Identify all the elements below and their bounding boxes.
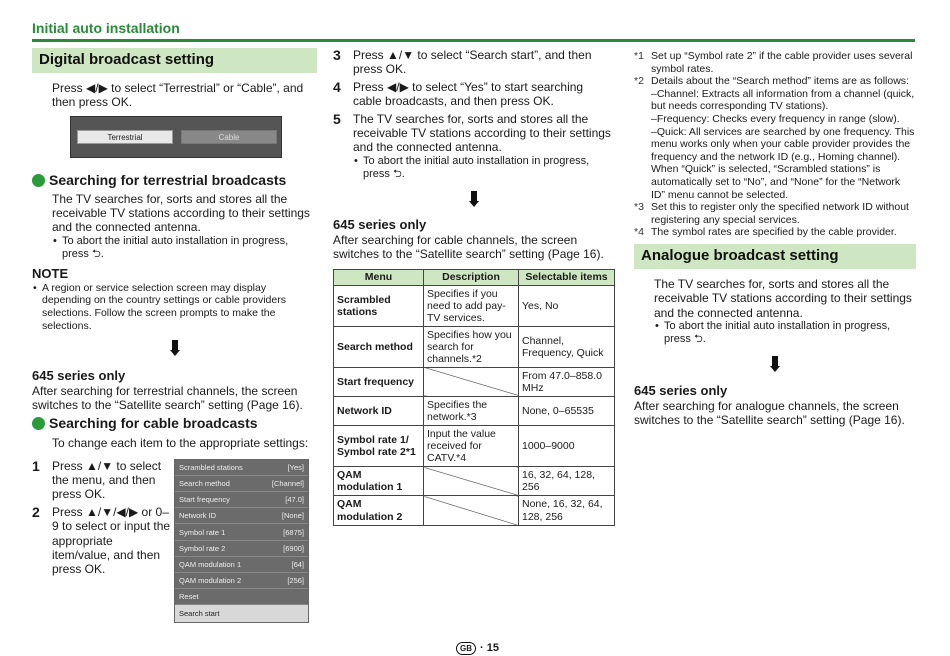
table-row — [334, 426, 615, 467]
page-footer — [456, 642, 499, 655]
table-row — [334, 285, 615, 326]
menu-row[interactable] — [175, 557, 308, 573]
note-bullet: • A region or service selection screen may display depending on the country settings or cable providers selections. Follow the screen prompts to make the selections. — [32, 282, 317, 332]
analogue-bullet: • To abort the initial auto installation in progress, press ⮌. — [634, 320, 916, 346]
step-2 — [32, 505, 172, 577]
step-5-bullet: • To abort the initial auto installation in progress, press ⮌. — [333, 155, 615, 181]
table-cell-menu: Scrambled stations — [334, 285, 424, 326]
digital-intro: Press ◀/▶ to select “Terrestrial” or “Cable”, and then press OK. — [52, 81, 304, 110]
menu-row[interactable] — [175, 524, 308, 540]
table-cell-description — [424, 496, 519, 525]
footnote-2 — [634, 75, 916, 201]
step-1 — [32, 459, 172, 502]
footnote-4 — [634, 226, 916, 239]
menu-row-value: [47.0] — [285, 495, 304, 505]
table-cell-menu: QAM modulation 1 — [334, 467, 424, 496]
page-header — [32, 20, 915, 42]
step-3 — [333, 48, 615, 77]
table-cell-description — [424, 467, 519, 496]
menu-row-label: Network ID — [179, 511, 217, 521]
section-title-digital: Digital broadcast setting — [32, 48, 317, 73]
step-5-text: The TV searches for, sorts and stores all the receivable TV stations according to their settings and the connected antenna. — [353, 111, 611, 155]
footnote-2-channel: –Channel: Extracts all information from a channel (quick, but needs corresponding TV stations). — [651, 87, 915, 113]
cable-option[interactable]: Cable — [181, 130, 277, 144]
step-2-number: 2 — [32, 503, 40, 520]
series-body-cable: After searching for cable channels, the screen switches to the “Satellite search” setting (Page 16). — [333, 232, 604, 262]
footnote-4-text: The symbol rates are specified by the cable provider. — [651, 226, 897, 239]
step-4-number: 4 — [333, 78, 341, 95]
menu-row-value: [Yes] — [287, 462, 304, 472]
terrestrial-option[interactable]: Terrestrial — [77, 130, 173, 144]
menu-row[interactable] — [175, 492, 308, 508]
table-header-menu: Menu — [334, 270, 424, 285]
down-arrow-icon — [170, 340, 180, 356]
menu-row[interactable] — [175, 541, 308, 557]
table-cell-menu: QAM modulation 2 — [334, 496, 424, 525]
footnote-2-quick: –Quick: All services are searched by one frequency. This menu works only when your cable provider provides the frequency and the network ID (e.g., Homing channel). When “Quick” is selected, “Scrambled stations” is automatically set to “No”, and “None” for the “Network ID” menu cannot be selected. — [651, 125, 915, 201]
cable-heading — [32, 415, 317, 432]
table-cell-items: None, 16, 32, 64, 128, 256 — [519, 496, 615, 525]
footnote-3 — [634, 201, 916, 226]
region-badge: GB — [456, 642, 476, 655]
table-cell-description: Specifies if you need to add pay-TV services. — [424, 285, 519, 326]
table-cell-items: Channel, Frequency, Quick — [519, 326, 615, 367]
menu-row-label: Scrambled stations — [179, 462, 243, 472]
menu-row-value: [64] — [291, 559, 304, 569]
table-cell-menu: Network ID — [334, 397, 424, 426]
menu-row[interactable] — [175, 589, 308, 605]
table-cell-description — [424, 367, 519, 396]
menu-row-label: Search start — [179, 608, 220, 618]
table-row — [334, 326, 615, 367]
footnote-2-frequency: –Frequency: Checks every frequency in range (slow). — [651, 112, 900, 125]
step-5-number: 5 — [333, 110, 341, 127]
series-body-analogue: After searching for analogue channels, the screen switches to the “Satellite search” setting (Page 16). — [634, 399, 905, 428]
terrestrial-bullet: • To abort the initial auto installation in progress, press ⮌. — [32, 235, 317, 261]
menu-row-value: [256] — [287, 576, 304, 586]
down-arrow-icon — [770, 356, 780, 372]
footnote-2-mark: *2 — [634, 75, 644, 88]
series-heading-analogue: 645 series only — [634, 383, 728, 399]
menu-row[interactable] — [175, 508, 308, 524]
menu-row-value: [6900] — [283, 543, 304, 553]
note-heading: NOTE — [32, 266, 69, 282]
tv-screen-selection — [70, 116, 282, 158]
cable-settings-menu — [174, 459, 309, 623]
footnote-4-mark: *4 — [634, 226, 644, 239]
menu-row-label: Symbol rate 1 — [179, 527, 226, 537]
menu-row-label: Symbol rate 2 — [179, 543, 226, 553]
page-title: Initial auto installation — [32, 20, 180, 36]
green-dot-icon — [32, 417, 45, 430]
table-cell-description: Input the value received for CATV.*4 — [424, 426, 519, 467]
menu-row[interactable] — [175, 460, 308, 476]
step-2-text: Press ▲/▼/◀/▶ or 0–9 to select or input the appropriate item/value, and then press OK. — [52, 504, 171, 577]
table-cell-menu: Symbol rate 1/ Symbol rate 2*1 — [334, 426, 424, 467]
menu-row[interactable] — [175, 605, 308, 621]
step-3-number: 3 — [333, 47, 341, 63]
green-dot-icon — [32, 174, 45, 187]
footnote-1 — [634, 50, 916, 75]
page-number: · 15 — [480, 642, 499, 654]
step-3-text: Press ▲/▼ to select “Search start”, and then press OK. — [353, 48, 592, 77]
menu-row[interactable] — [175, 476, 308, 492]
menu-row-label: Reset — [179, 592, 199, 602]
footnote-3-mark: *3 — [634, 201, 644, 214]
cable-heading-text: Searching for cable broadcasts — [49, 415, 258, 432]
menu-row-label: QAM modulation 2 — [179, 576, 242, 586]
table-header-row — [334, 270, 615, 285]
table-cell-items: Yes, No — [519, 285, 615, 326]
table-header-description: Description — [424, 270, 519, 285]
terrestrial-heading-text: Searching for terrestrial broadcasts — [49, 171, 287, 188]
table-header-items: Selectable items — [519, 270, 615, 285]
menu-row-value: [Channel] — [271, 478, 304, 488]
table-cell-menu: Start frequency — [334, 367, 424, 396]
table-cell-description: Specifies the network.*3 — [424, 397, 519, 426]
menu-row-label: QAM modulation 1 — [179, 559, 242, 569]
footnote-1-mark: *1 — [634, 50, 644, 62]
menu-row-label: Start frequency — [179, 495, 230, 505]
footnote-3-text: Set this to register only the specified network ID without registering any special services. — [651, 201, 909, 226]
step-1-number: 1 — [32, 457, 40, 474]
table-row — [334, 367, 615, 396]
series-heading-cable: 645 series only — [333, 217, 427, 233]
step-1-text: Press ▲/▼ to select the menu, and then press OK. — [52, 458, 162, 502]
section-title-analogue: Analogue broadcast setting — [634, 244, 916, 269]
terrestrial-heading — [32, 172, 317, 189]
column-right — [634, 50, 916, 428]
step-5 — [333, 112, 615, 155]
column-left — [32, 48, 317, 624]
footnote-1-text: Set up “Symbol rate 2” if the cable provider uses several symbol rates. — [651, 50, 913, 75]
cable-steps — [32, 459, 317, 624]
table-cell-description: Specifies how you search for channels.*2 — [424, 326, 519, 367]
table-row — [334, 467, 615, 496]
cable-body: To change each item to the appropriate settings: — [52, 436, 309, 451]
table-cell-items: 16, 32, 64, 128, 256 — [519, 467, 615, 496]
series-body-terrestrial: After searching for terrestrial channels, the screen switches to the “Satellite search” setting (Page 16). — [32, 383, 303, 413]
column-middle — [333, 48, 615, 526]
menu-row-value: [6875] — [283, 527, 304, 537]
step-4 — [333, 80, 615, 109]
menu-row[interactable] — [175, 573, 308, 589]
step-4-text: Press ◀/▶ to select “Yes” to start searching cable broadcasts, and then press OK. — [353, 79, 584, 109]
analogue-body: The TV searches for, sorts and stores all the receivable TV stations according to their settings and the connected antenna. — [654, 276, 912, 320]
table-cell-menu: Search method — [334, 326, 424, 367]
menu-row-label: Search method — [179, 478, 230, 488]
table-cell-items: 1000–9000 — [519, 426, 615, 467]
series-heading-terrestrial: 645 series only — [32, 368, 126, 384]
terrestrial-body: The TV searches for, sorts and stores all the receivable TV stations according to their settings and the connected antenna. — [52, 191, 310, 235]
menu-row-value: [None] — [281, 511, 304, 521]
footnote-2-text: Details about the “Search method” items are as follows: — [651, 75, 909, 88]
table-cell-items: None, 0–65535 — [519, 397, 615, 426]
down-arrow-icon — [469, 191, 479, 207]
table-row — [334, 496, 615, 525]
table-cell-items: From 47.0–858.0 MHz — [519, 367, 615, 396]
table-row — [334, 397, 615, 426]
settings-table — [333, 269, 615, 525]
